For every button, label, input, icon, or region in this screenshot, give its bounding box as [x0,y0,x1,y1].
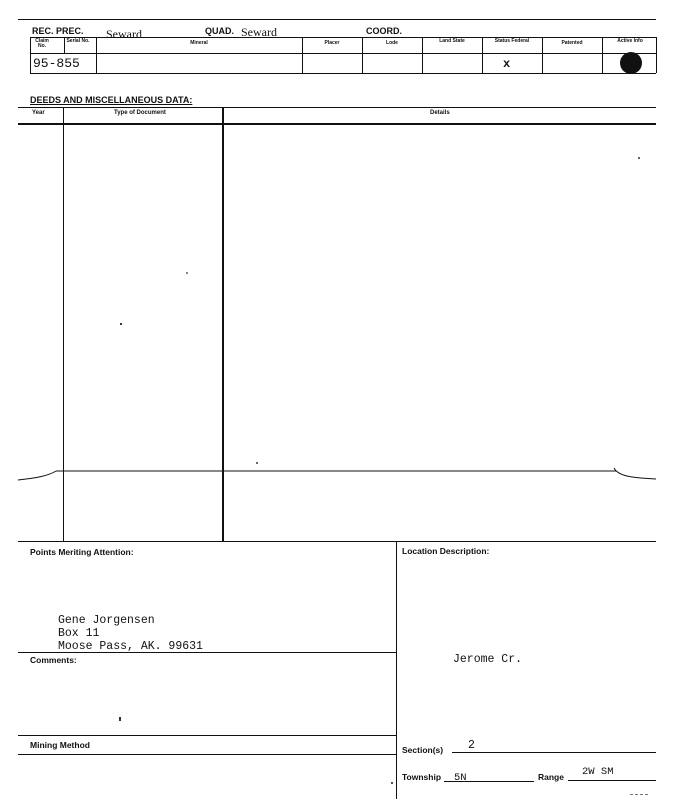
col-divider [602,37,603,73]
col-header-active-info: Active Info [617,38,643,44]
township-label: Township [402,772,442,782]
status-federal-mark: x [503,57,511,71]
speck [638,157,640,159]
comments-label: Comments: [30,655,77,665]
col-header-claim-no: Claim No. [35,38,49,49]
range-value: 2W SM [582,766,614,778]
mining-top-rule [18,735,396,736]
location-label: Location Description: [402,546,490,556]
col-header-lode: Lode [386,40,398,46]
points-label: Points Meriting Attention: [30,547,134,557]
comments-top-rule [18,652,396,653]
mining-bottom-rule [18,754,396,755]
col-header-serial-no: Serial No. [66,38,90,44]
quad-value: Seward [241,25,277,39]
rec-prec-value: Seward [106,27,142,41]
col-divider [30,37,31,73]
header-top-rule [18,19,656,20]
col-header-status-federal: Status Federal [494,38,530,44]
col-header-land-state: Land State [439,38,465,44]
bottom-top-rule [18,541,656,542]
col-divider [422,37,423,73]
header-rule-2 [30,37,656,38]
col-divider [64,37,65,53]
address-line-2: Box 11 [58,627,100,640]
header-rule-3 [30,53,656,54]
address-line-3: Moose Pass, AK. 99631 [58,640,203,653]
township-underline [444,781,534,782]
address-line-1: Gene Jorgensen [58,614,155,627]
col-header-year: Year [32,110,45,116]
location-value: Jerome Cr. [453,653,523,666]
mining-method-label: Mining Method [30,740,90,750]
col-header-mineral: Mineral [190,40,208,46]
bottom-center-divider [396,541,397,799]
coord-label: COORD. [366,26,402,36]
deeds-title: DEEDS AND MISCELLANEOUS DATA: [30,95,193,105]
col-header-patented: Patented [561,40,583,46]
speck [119,717,121,721]
speck [630,794,648,795]
speck [391,782,393,784]
speck [186,272,188,274]
deeds-rule-1 [18,107,656,108]
header-rule-4 [30,73,656,74]
section-label: Section(s) [402,745,444,755]
deeds-rule-2 [18,123,656,125]
range-underline [568,780,656,781]
col-header-type-of-document: Type of Document [114,110,166,116]
col-divider [656,37,657,73]
section-value: 2 [468,739,475,752]
col-header-details: Details [430,110,450,116]
fold-line [16,462,658,486]
speck [120,323,122,325]
col-divider [482,37,483,73]
quad-label: QUAD. [205,26,234,36]
col-header-placer: Placer [324,40,340,46]
township-value: 5N [454,772,467,784]
rec-prec-label: REC. PREC. [32,26,84,36]
speck [256,462,258,464]
claim-no-value: 95-855 [33,56,80,71]
active-info-dot [620,52,642,74]
range-label: Range [538,772,564,782]
section-underline [452,752,656,753]
